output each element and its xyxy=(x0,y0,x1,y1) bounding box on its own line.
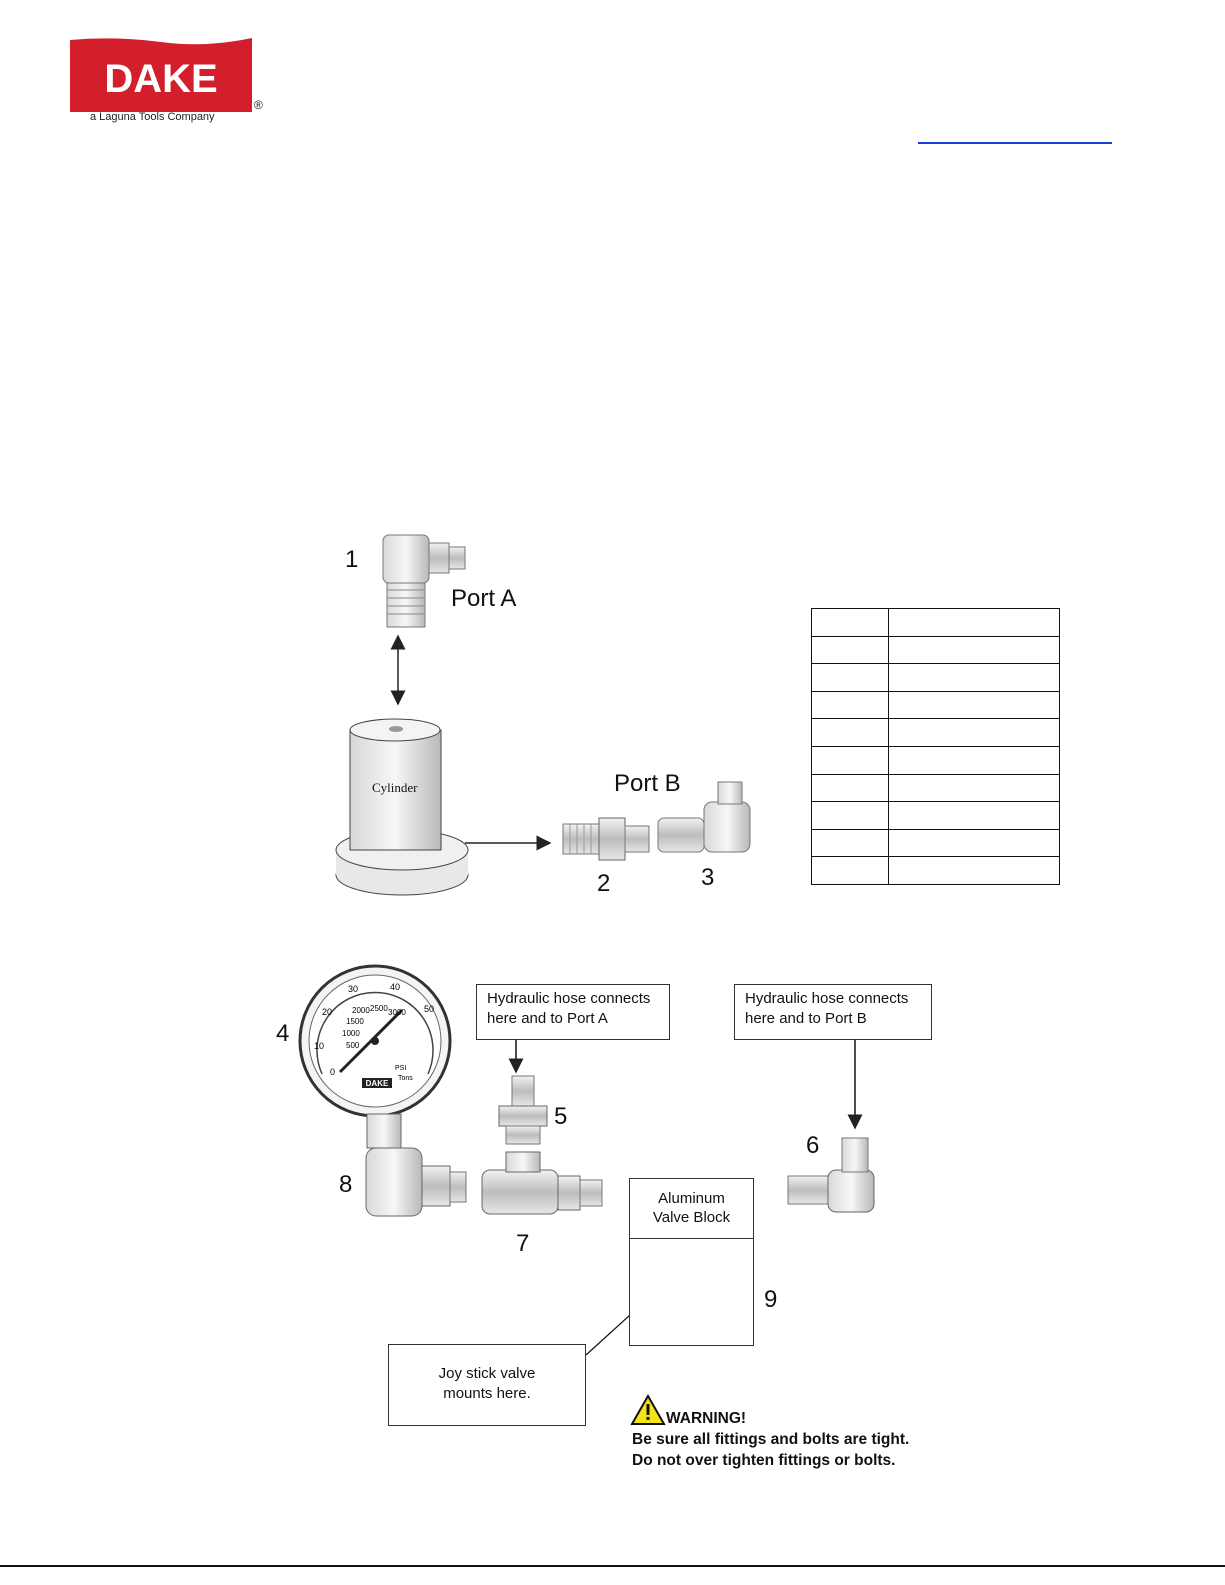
warning-line-2: Do not over tighten fittings or bolts. xyxy=(632,1452,896,1469)
gauge-psi-1500: 1500 xyxy=(346,1017,364,1026)
gauge-psi-3000: 3000 xyxy=(388,1008,406,1017)
fitting-6-elbow xyxy=(788,1138,874,1212)
logo-tagline: a Laguna Tools Company xyxy=(90,111,215,123)
valve-block-label-2: Valve Block xyxy=(652,1209,731,1226)
table-row xyxy=(812,719,1060,747)
part-number-2: 2 xyxy=(597,870,611,897)
warning-title: WARNING! xyxy=(666,1410,747,1427)
pressure-gauge xyxy=(300,966,450,1148)
port-a-label: Port A xyxy=(451,585,517,612)
part-number-1: 1 xyxy=(345,546,359,573)
port-b-label: Port B xyxy=(614,770,681,797)
gauge-psi-1000: 1000 xyxy=(342,1029,360,1038)
part-number-9: 9 xyxy=(764,1286,778,1313)
cylinder-label: Cylinder xyxy=(372,780,418,795)
fitting-7-tee xyxy=(482,1152,602,1214)
gauge-tick-10: 10 xyxy=(314,1041,325,1051)
gauge-tick-30: 30 xyxy=(348,984,359,994)
page-bottom-rule xyxy=(0,1565,1225,1567)
registered-mark: ® xyxy=(254,98,263,112)
callout-port-b-line-2: here and to Port B xyxy=(745,1010,867,1027)
valve-block-header xyxy=(630,1179,753,1239)
gauge-unit-psi: PSI xyxy=(395,1065,407,1072)
callout-port-a-line-1: Hydraulic hose connects xyxy=(487,990,651,1007)
table-row xyxy=(812,857,1060,885)
callout-port-a-line-2: here and to Port A xyxy=(487,1010,608,1027)
aluminum-valve-block xyxy=(629,1178,754,1346)
warning-line-1: Be sure all fittings and bolts are tight. xyxy=(632,1431,910,1448)
gauge-tick-20: 20 xyxy=(322,1007,333,1017)
warning-block xyxy=(632,1408,909,1471)
gauge-tick-40: 40 xyxy=(390,982,401,992)
callout-port-b xyxy=(734,984,932,1040)
fitting-8-elbow xyxy=(366,1148,466,1216)
part-number-6: 6 xyxy=(806,1132,820,1159)
gauge-psi-2000: 2000 xyxy=(352,1006,370,1015)
logo-text: DAKE xyxy=(104,57,218,101)
table-row xyxy=(812,829,1060,857)
part-number-7: 7 xyxy=(516,1230,530,1257)
callout-port-a xyxy=(476,984,670,1040)
table-row xyxy=(812,664,1060,692)
table-row xyxy=(812,746,1060,774)
cylinder xyxy=(336,719,468,895)
callout-joystick xyxy=(388,1344,586,1426)
valve-block-label-1: Aluminum xyxy=(658,1190,725,1207)
callout-joystick-line-1: Joy stick valve xyxy=(438,1365,536,1382)
part-number-8: 8 xyxy=(339,1171,353,1198)
gauge-psi-500: 500 xyxy=(346,1041,360,1050)
parts-legend-table xyxy=(811,608,1060,885)
gauge-unit-tons: Tons xyxy=(398,1075,413,1082)
part-number-4: 4 xyxy=(276,1020,290,1047)
callout-port-b-line-1: Hydraulic hose connects xyxy=(745,990,909,1007)
gauge-tick-50: 50 xyxy=(424,1004,435,1014)
table-row xyxy=(812,774,1060,802)
table-row xyxy=(812,636,1060,664)
fitting-5-straight xyxy=(499,1076,547,1144)
part-number-3: 3 xyxy=(701,864,715,891)
gauge-tick-0: 0 xyxy=(330,1067,336,1077)
gauge-brand: DAKE xyxy=(365,1079,389,1088)
gauge-psi-2500: 2500 xyxy=(370,1004,388,1013)
fitting-1-elbow xyxy=(383,535,465,627)
fitting-2-adapter xyxy=(563,818,649,860)
table-row xyxy=(812,691,1060,719)
table-row xyxy=(812,802,1060,830)
table-row xyxy=(812,609,1060,637)
callout-joystick-line-2: mounts here. xyxy=(443,1385,531,1402)
part-number-5: 5 xyxy=(554,1103,568,1130)
